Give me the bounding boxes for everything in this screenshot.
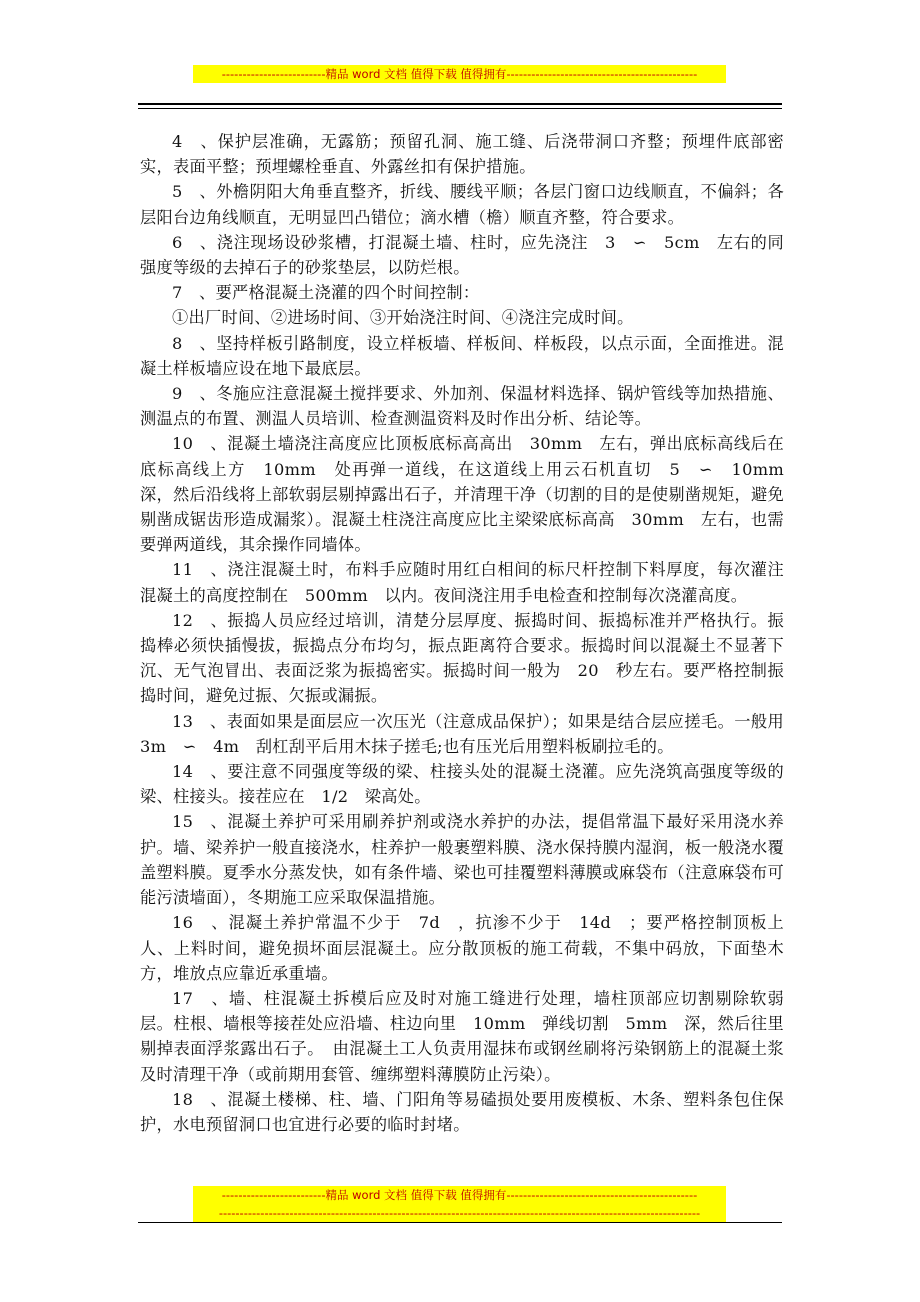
paragraph-11: 11 、浇注混凝土时，布料手应随时用红白相间的标尺杆控制下料厚度，每次灌注混凝土的高度控制在 500mm 以内。夜间浇注用手电检查和控制每次浇灌高度。 [140, 560, 784, 605]
header-rule-thick [138, 103, 782, 105]
header-rule-thin [138, 108, 782, 109]
footer-banner: -------------------------精品 word 文档 值得下载 值得拥有---------------------------------------------- [193, 1186, 726, 1204]
paragraph-5: 5 、外檐阴阳大角垂直整齐，折线、腰线平顺；各层门窗口边线顺直，不偏斜；各层阳台边角线顺直，无明显凹凸错位；滴水槽（檐）顺直齐整，符合要求。 [140, 182, 784, 227]
paragraph-4: 4 、保护层准确，无露筋；预留孔洞、施工缝、后浇带洞口齐整；预埋件底部密实，表面平整；预埋螺栓垂直、外露丝扣有保护措施。 [140, 132, 784, 177]
paragraph-12: 12 、振捣人员应经过培训，清楚分层厚度、振捣时间、振捣标准并严格执行。振捣棒必须快插慢拔，振捣点分布均匀，振点距离符合要求。振捣时间以混凝土不显著下沉、无气泡冒出、表面泛浆为振捣密实。振捣时间一般为 20 秒左右。要严格控制振捣时间，避免过振、欠振或漏振。 [140, 610, 784, 706]
paragraph-6: 6 、浇注现场设砂浆槽，打混凝土墙、柱时，应先浇注 3 ∽ 5cm 左右的同强度等级的去掉石子的砂浆垫层，以防烂根。 [140, 232, 784, 278]
paragraph-7-list: ①出厂时间、②进场时间、③开始浇注时间、④浇注完成时间。 [172, 308, 634, 328]
header-banner: -------------------------精品 word 文档 值得下载 值得拥有---------------------------------------------- [193, 65, 726, 83]
paragraph-15: 15 、混凝土养护可采用刷养护剂或浇水养护的办法，提倡常温下最好采用浇水养护。墙、梁养护一般直接浇水，柱养护一般裹塑料膜、浇水保持膜内湿润，板一般浇水覆盖塑料膜。夏季水分蒸发快，如有条件墙、梁也可挂覆塑料薄膜或麻袋布（注意麻袋布可能污渍墙面），冬期施工应采取保温措施。 [140, 812, 784, 908]
paragraph-18: 18 、混凝土楼梯、柱、墙、门阳角等易磕损处要用废模板、木条、塑料条包住保护，水电预留洞口也宜进行必要的临时封堵。 [140, 1089, 784, 1134]
paragraph-7: 7 、要严格混凝土浇灌的四个时间控制： [172, 283, 480, 303]
paragraph-17: 17 、墙、柱混凝土拆模后应及时对施工缝进行处理，墙柱顶部应切割剔除软弱层。柱根、墙根等接茬处应沿墙、柱边向里 10mm 弹线切割 5mm 深，然后往里剔掉表面浮浆露出石子。 由混凝土工人负责用湿抹布或钢丝刷将污染钢筋上的混凝土浆及时清理干净（或前期用套管、缠绑塑料薄膜防止污染）。 [140, 988, 784, 1084]
paragraph-16: 16 、混凝土养护常温不少于 7d ，抗渗不少于 14d ；要严格控制顶板上人、上料时间，避免损坏面层混凝土。应分散顶板的施工荷载，不集中码放，下面垫木方，堆放点应靠近承重墙。 [140, 913, 784, 983]
footer-banner-dashes: -------------------------------------------------------------------------------------------------------------------- [193, 1204, 726, 1222]
footer-rule [138, 1222, 782, 1223]
document-body [140, 129, 801, 1137]
paragraph-14: 14 、要注意不同强度等级的梁、柱接头处的混凝土浇灌。应先浇筑高强度等级的梁、柱接头。接茬应在 1/2 梁高处。 [140, 762, 784, 807]
paragraph-8: 8 、坚持样板引路制度，设立样板墙、样板间、样板段，以点示面，全面推进。混凝土样板墙应设在地下最底层。 [140, 333, 784, 378]
paragraph-10: 10 、混凝土墙浇注高度应比顶板底标高高出 30mm 左右，弹出底标高线后在底标高线上方 10mm 处再弹一道线，在这道线上用云石机直切 5 ∽ 10mm 深，然后沿线将上部软弱层剔掉露出石子，并清理干净（切割的目的是使剔凿规矩，避免剔凿成锯齿形造成漏浆）。混凝土柱浇注高度应比主梁梁底标高高 30mm 左右，也需要弹两道线，其余操作同墙体。 [140, 434, 801, 555]
paragraph-13: 13 、表面如果是面层应一次压光（注意成品保护）；如果是结合层应搓毛。一般用 3m ∽ 4m 刮杠刮平后用木抹子搓毛;也有压光后用塑料板刷拉毛的。 [140, 711, 801, 756]
paragraph-9: 9 、冬施应注意混凝土搅拌要求、外加剂、保温材料选择、锅炉管线等加热措施、测温点的布置、测温人员培训、检查测温资料及时作出分析、结论等。 [140, 384, 784, 429]
